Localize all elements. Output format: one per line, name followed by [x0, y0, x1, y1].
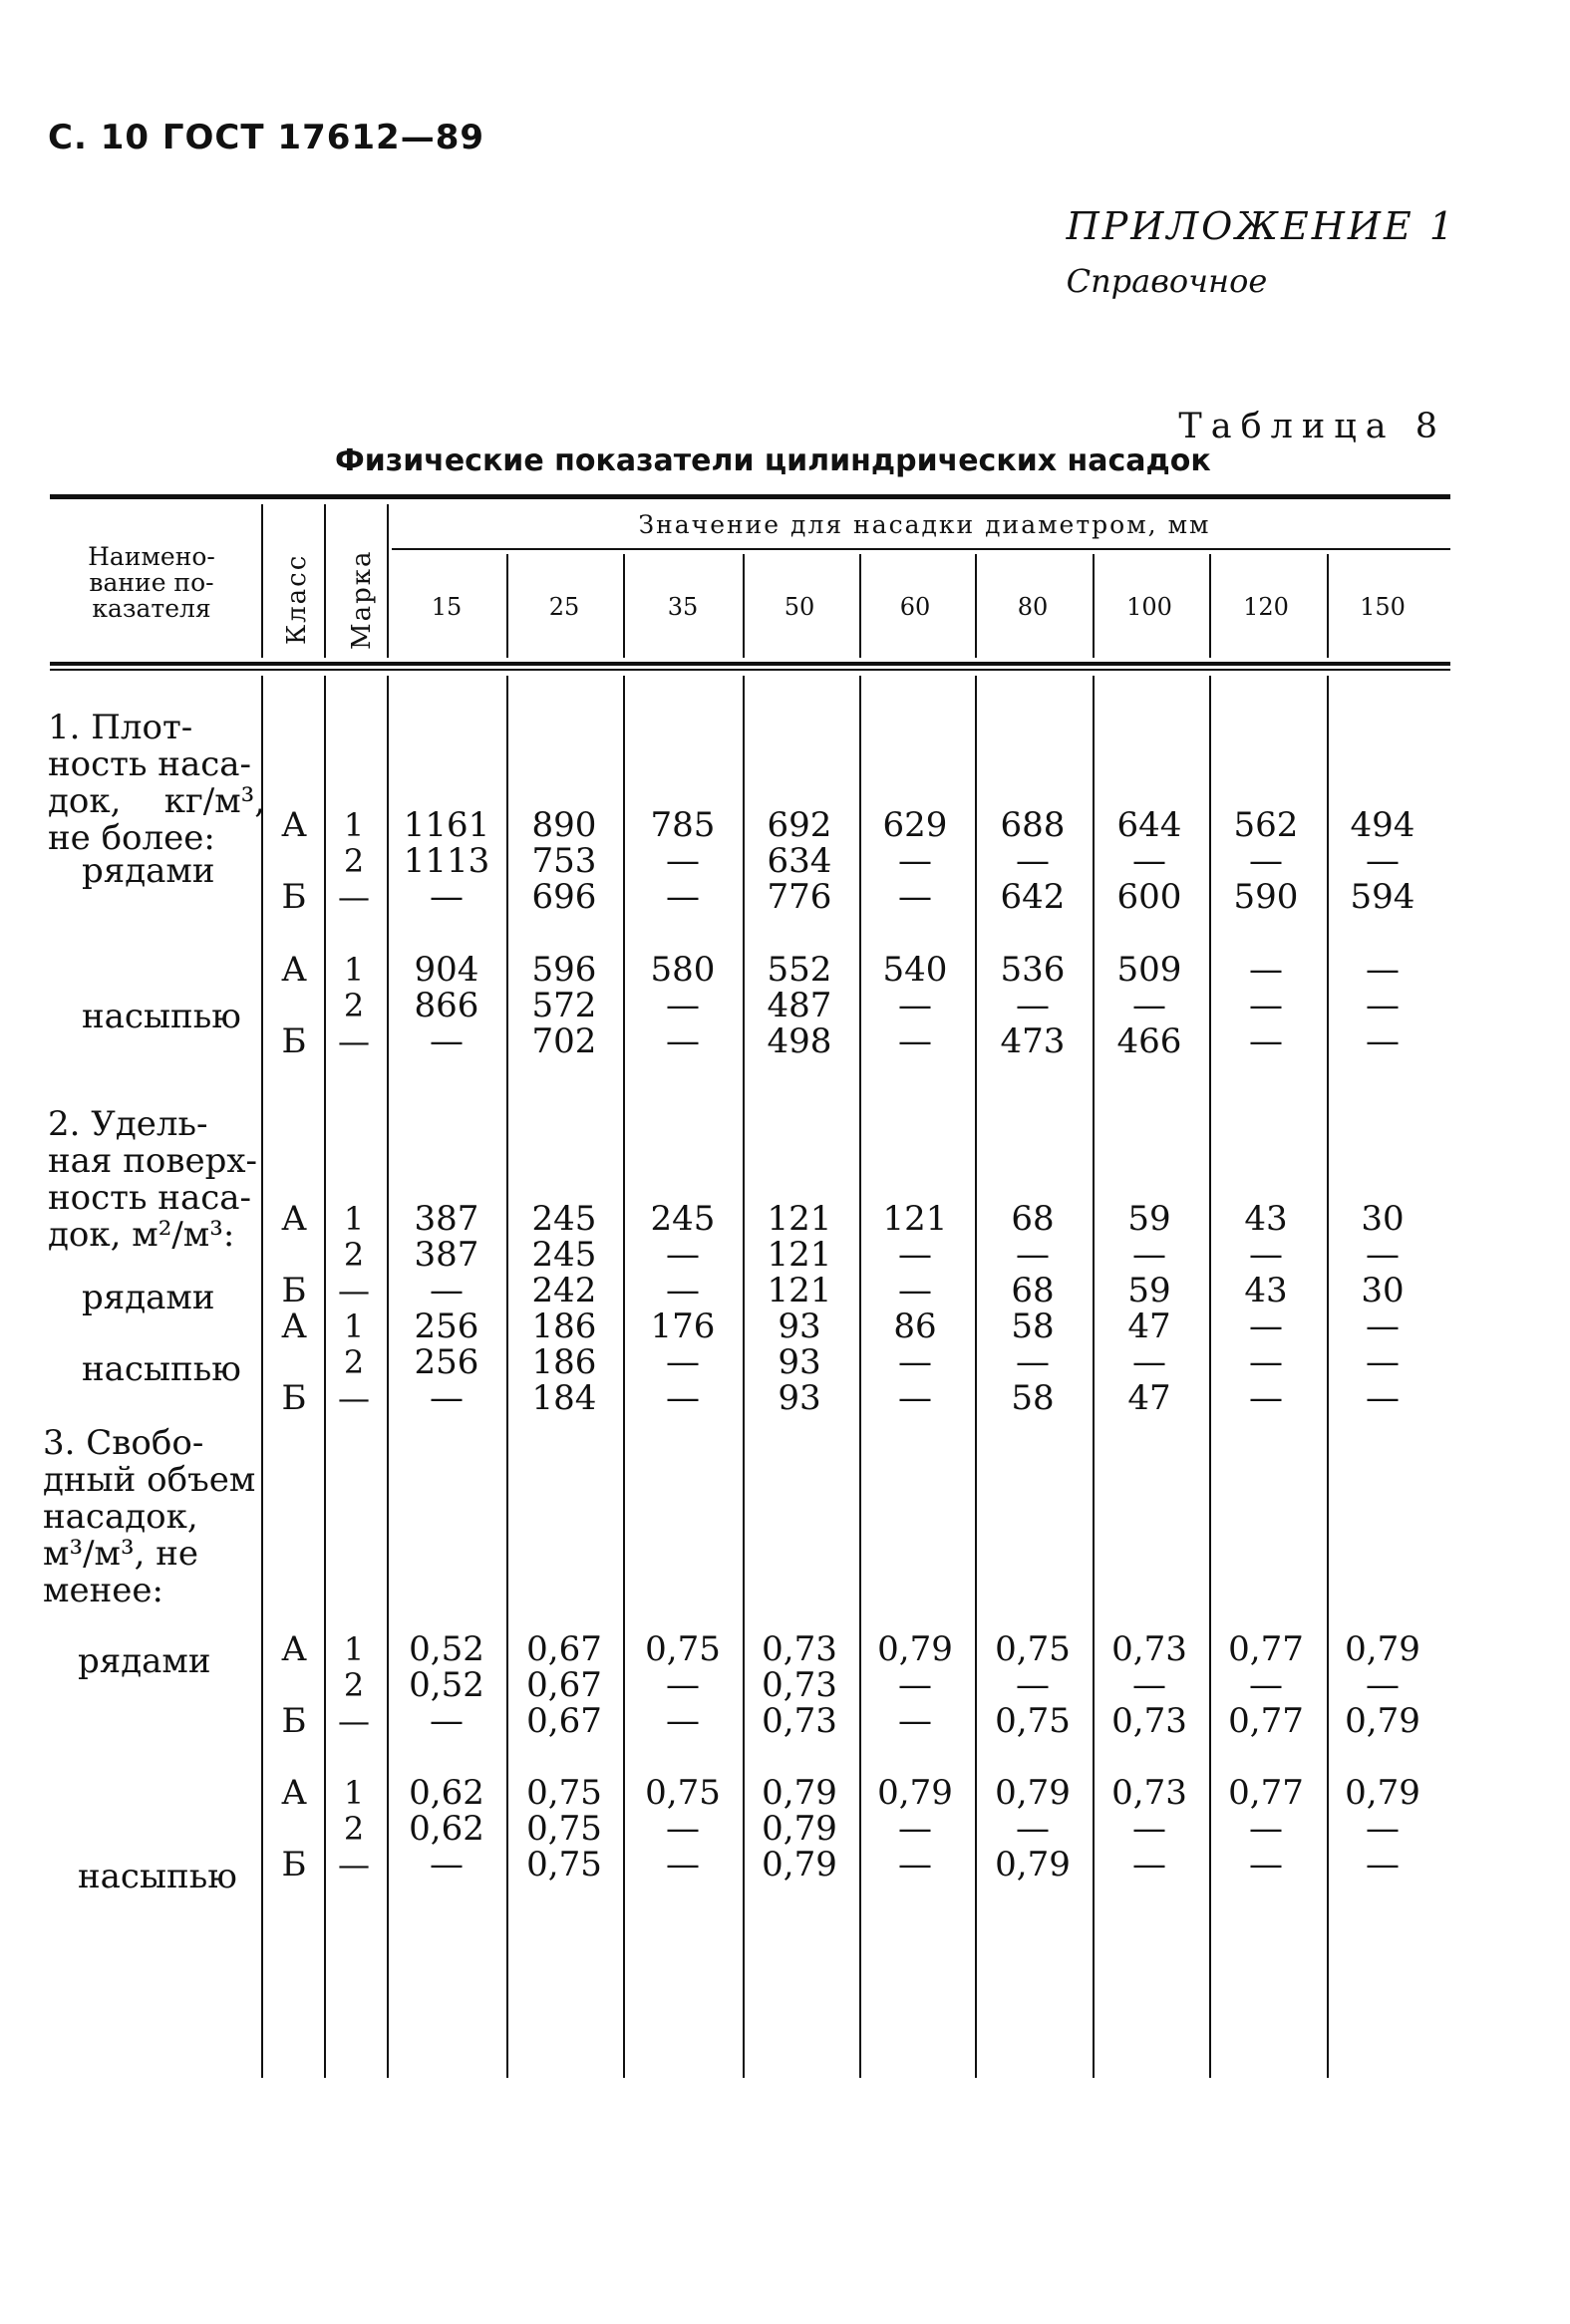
value-cell: 121 [767, 1271, 832, 1310]
value-cell: — [1132, 841, 1166, 881]
value-cell: 30 [1361, 1271, 1405, 1310]
value-cell: 634 [767, 841, 832, 881]
value-cell: 0,77 [1228, 1629, 1304, 1669]
value-cell: 0,73 [1111, 1773, 1187, 1813]
value-cell: 572 [531, 986, 597, 1025]
diameter-header-cell: 50 [784, 593, 815, 621]
value-cell: — [1249, 1378, 1283, 1418]
section-2-label: 2. Удель- ная поверх- ность наса- док, м²/м³: [48, 1104, 258, 1255]
sublabel-density-bulk: насыпью [82, 997, 241, 1036]
value-cell: — [666, 1809, 700, 1849]
value-cell: 86 [893, 1307, 937, 1346]
value-cell: — [1366, 1809, 1400, 1849]
value-cell: 0,79 [995, 1845, 1071, 1885]
value-cell: 256 [414, 1342, 479, 1382]
diameter-header-cell: 100 [1126, 593, 1172, 621]
value-cell: — [1016, 1665, 1050, 1705]
class-column-header: Класс [282, 553, 312, 645]
value-cell: 0,73 [762, 1665, 837, 1705]
section-1-label: 1. Плот- ность наса- док, кг/м³, не более: [48, 708, 266, 858]
mark-cell: 1 [343, 1774, 365, 1812]
value-cell: — [1249, 1021, 1283, 1061]
class-cell: Б [281, 1378, 307, 1418]
value-cell: — [1132, 1235, 1166, 1275]
class-cell: А [281, 805, 307, 845]
value-cell: 0,79 [1345, 1701, 1420, 1741]
value-cell: — [898, 1378, 932, 1418]
value-cell: — [1132, 986, 1166, 1025]
sublabel-volume-bulk: насыпью [78, 1857, 237, 1896]
column-rule [859, 554, 861, 658]
column-rule [623, 554, 625, 658]
value-cell: 0,79 [1345, 1773, 1420, 1813]
value-cell: — [1132, 1845, 1166, 1885]
value-cell: 0,67 [526, 1629, 602, 1669]
name-column-header: Наимено- вание по- казателя [88, 542, 215, 623]
value-cell: — [1016, 1235, 1050, 1275]
value-cell: 0,79 [877, 1773, 953, 1813]
value-cell: 0,79 [762, 1773, 837, 1813]
value-cell: 785 [650, 805, 716, 845]
appendix-title: ПРИЛОЖЕНИЕ 1 [1066, 204, 1456, 248]
value-cell: — [898, 1701, 932, 1741]
values-header: Значение для насадки диаметром, мм [638, 510, 1211, 539]
value-cell: 692 [767, 805, 832, 845]
class-cell: А [281, 1773, 307, 1813]
value-cell: 866 [414, 986, 479, 1025]
value-cell: 0,79 [762, 1809, 837, 1849]
value-cell: — [1366, 1342, 1400, 1382]
mark-cell: — [338, 1379, 370, 1417]
value-cell: — [1016, 1809, 1050, 1849]
value-cell: — [430, 1845, 464, 1885]
value-cell: 245 [531, 1199, 597, 1239]
diameter-header-cell: 35 [667, 593, 699, 621]
column-rule [1093, 554, 1095, 658]
mark-cell: 2 [343, 1236, 365, 1274]
value-cell: 0,79 [1345, 1629, 1420, 1669]
value-cell: — [430, 877, 464, 917]
diameter-header-cell: 15 [431, 593, 463, 621]
value-cell: 904 [414, 950, 479, 990]
value-cell: — [898, 1235, 932, 1275]
mark-cell: — [338, 1702, 370, 1740]
value-cell: 93 [778, 1342, 821, 1382]
value-cell: 0,79 [995, 1773, 1071, 1813]
value-cell: 58 [1011, 1307, 1055, 1346]
value-cell: 0,77 [1228, 1701, 1304, 1741]
value-cell: 0,79 [762, 1845, 837, 1885]
mark-cell: — [338, 1846, 370, 1884]
column-rule [975, 554, 977, 658]
column-rule [1327, 554, 1329, 658]
value-cell: — [666, 986, 700, 1025]
column-rule [506, 554, 508, 658]
value-cell: — [898, 1809, 932, 1849]
value-cell: — [1366, 1307, 1400, 1346]
value-cell: 387 [414, 1235, 479, 1275]
appendix-subtitle: Справочное [1066, 262, 1268, 300]
mark-cell: 2 [343, 1810, 365, 1848]
value-cell: — [666, 841, 700, 881]
value-cell: — [430, 1378, 464, 1418]
mark-cell: 1 [343, 1200, 365, 1238]
value-cell: — [898, 986, 932, 1025]
value-cell: 43 [1244, 1199, 1288, 1239]
value-cell: 536 [1000, 950, 1066, 990]
value-cell: — [1366, 841, 1400, 881]
value-cell: 0,77 [1228, 1773, 1304, 1813]
value-cell: — [666, 1701, 700, 1741]
value-cell: 0,73 [762, 1629, 837, 1669]
value-cell: — [666, 1271, 700, 1310]
value-cell: 43 [1244, 1271, 1288, 1310]
value-cell: — [1249, 1342, 1283, 1382]
header-bottom-rule [50, 662, 1450, 666]
value-cell: — [1366, 1378, 1400, 1418]
value-cell: — [1132, 1665, 1166, 1705]
value-cell: — [1366, 950, 1400, 990]
value-cell: — [1366, 1665, 1400, 1705]
value-cell: — [898, 841, 932, 881]
diameter-header-cell: 25 [548, 593, 580, 621]
value-cell: — [1366, 1021, 1400, 1061]
value-cell: 509 [1116, 950, 1182, 990]
value-cell: — [1132, 1809, 1166, 1849]
value-cell: — [666, 1342, 700, 1382]
value-cell: — [1366, 1235, 1400, 1275]
column-rule [387, 504, 389, 658]
sublabel-density-rows: рядами [82, 851, 215, 891]
appendix-block [1067, 204, 1456, 300]
class-cell: Б [281, 1845, 307, 1885]
value-cell: 245 [650, 1199, 716, 1239]
running-head: С. 10 ГОСТ 17612—89 [48, 118, 485, 157]
header-bottom-rule-2 [50, 669, 1450, 671]
value-cell: 594 [1350, 877, 1415, 917]
value-cell: 0,79 [877, 1629, 953, 1669]
value-cell: — [898, 1342, 932, 1382]
mark-cell: 2 [343, 842, 365, 880]
mark-cell: — [338, 878, 370, 916]
value-cell: — [430, 1021, 464, 1061]
value-cell: 47 [1127, 1307, 1171, 1346]
value-cell: — [1366, 1845, 1400, 1885]
value-cell: 0,67 [526, 1701, 602, 1741]
value-cell: 186 [531, 1342, 597, 1382]
value-cell: 93 [778, 1307, 821, 1346]
value-cell: 47 [1127, 1378, 1171, 1418]
value-cell: 121 [767, 1199, 832, 1239]
section-3-label: 3. Свобо- дный объем насадок, м³/м³, не менее: [43, 1423, 256, 1610]
value-cell: 890 [531, 805, 597, 845]
value-cell: — [898, 877, 932, 917]
value-cell: — [666, 1021, 700, 1061]
value-cell: 387 [414, 1199, 479, 1239]
value-cell: 0,52 [409, 1665, 484, 1705]
value-cell: 776 [767, 877, 832, 917]
value-cell: — [430, 1701, 464, 1741]
mark-cell: 1 [343, 1307, 365, 1345]
value-cell: 0,75 [645, 1773, 721, 1813]
value-cell: 0,73 [762, 1701, 837, 1741]
value-cell: 242 [531, 1271, 597, 1310]
value-cell: — [898, 1845, 932, 1885]
value-cell: — [666, 1378, 700, 1418]
value-cell: 256 [414, 1307, 479, 1346]
value-cell: 0,67 [526, 1665, 602, 1705]
value-cell: 121 [767, 1235, 832, 1275]
value-cell: — [666, 1845, 700, 1885]
value-cell: — [1249, 950, 1283, 990]
value-cell: 184 [531, 1378, 597, 1418]
value-cell: 1113 [403, 841, 490, 881]
value-cell: 562 [1233, 805, 1299, 845]
value-cell: 498 [767, 1021, 832, 1061]
column-rule [1209, 554, 1211, 658]
value-cell: 59 [1127, 1199, 1171, 1239]
value-cell: — [1132, 1342, 1166, 1382]
value-cell: 629 [882, 805, 948, 845]
class-cell: А [281, 1307, 307, 1346]
value-cell: 0,62 [409, 1773, 484, 1813]
value-cell: 0,75 [526, 1773, 602, 1813]
mark-cell: 2 [343, 1343, 365, 1381]
values-header-rule [392, 548, 1450, 550]
class-cell: Б [281, 877, 307, 917]
column-rule [506, 676, 508, 2078]
value-cell: 186 [531, 1307, 597, 1346]
class-cell: Б [281, 1271, 307, 1310]
mark-cell: 1 [343, 1630, 365, 1668]
value-cell: — [1249, 986, 1283, 1025]
value-cell: — [1249, 1809, 1283, 1849]
column-rule [623, 676, 625, 2078]
value-cell: 487 [767, 986, 832, 1025]
value-cell: — [666, 1665, 700, 1705]
class-cell: Б [281, 1021, 307, 1061]
value-cell: — [1249, 1307, 1283, 1346]
sublabel-volume-rows: рядами [78, 1641, 211, 1681]
sublabel-surface-bulk: насыпью [82, 1349, 241, 1389]
value-cell: — [898, 1271, 932, 1310]
value-cell: — [430, 1271, 464, 1310]
value-cell: — [1016, 841, 1050, 881]
value-cell: — [666, 1235, 700, 1275]
value-cell: 473 [1000, 1021, 1066, 1061]
value-cell: 0,75 [526, 1845, 602, 1885]
value-cell: 753 [531, 841, 597, 881]
value-cell: — [898, 1021, 932, 1061]
class-cell: Б [281, 1701, 307, 1741]
table-top-rule [50, 494, 1450, 499]
value-cell: 688 [1000, 805, 1066, 845]
column-rule [261, 676, 263, 2078]
value-cell: 121 [882, 1199, 948, 1239]
value-cell: 702 [531, 1021, 597, 1061]
column-rule [261, 504, 263, 658]
value-cell: 590 [1233, 877, 1299, 917]
value-cell: 0,62 [409, 1809, 484, 1849]
value-cell: 0,73 [1111, 1629, 1187, 1669]
value-cell: — [1249, 841, 1283, 881]
value-cell: 540 [882, 950, 948, 990]
column-rule [387, 676, 389, 2078]
table-number: Таблица 8 [1178, 407, 1446, 446]
sublabel-surface-rows: рядами [82, 1278, 215, 1317]
column-rule [324, 676, 326, 2078]
value-cell: 59 [1127, 1271, 1171, 1310]
value-cell: — [1016, 986, 1050, 1025]
column-rule [975, 676, 977, 2078]
value-cell: 466 [1116, 1021, 1182, 1061]
value-cell: — [666, 877, 700, 917]
value-cell: 0,75 [526, 1809, 602, 1849]
mark-column-header: Марка [347, 549, 377, 650]
class-cell: А [281, 950, 307, 990]
column-rule [743, 554, 745, 658]
mark-cell: — [338, 1022, 370, 1060]
mark-cell: — [338, 1272, 370, 1309]
diameter-header-cell: 150 [1360, 593, 1406, 621]
value-cell: 0,73 [1111, 1701, 1187, 1741]
mark-cell: 2 [343, 987, 365, 1024]
value-cell: — [898, 1665, 932, 1705]
value-cell: 644 [1116, 805, 1182, 845]
value-cell: — [1016, 1342, 1050, 1382]
value-cell: — [1249, 1235, 1283, 1275]
value-cell: 30 [1361, 1199, 1405, 1239]
class-cell: А [281, 1629, 307, 1669]
mark-cell: 1 [343, 951, 365, 989]
value-cell: 68 [1011, 1271, 1055, 1310]
mark-cell: 1 [343, 806, 365, 844]
value-cell: 0,75 [645, 1629, 721, 1669]
value-cell: 58 [1011, 1378, 1055, 1418]
value-cell: 93 [778, 1378, 821, 1418]
mark-cell: 2 [343, 1666, 365, 1704]
value-cell: 696 [531, 877, 597, 917]
value-cell: 176 [650, 1307, 716, 1346]
value-cell: 596 [531, 950, 597, 990]
value-cell: 494 [1350, 805, 1415, 845]
value-cell: 600 [1116, 877, 1182, 917]
class-cell: А [281, 1199, 307, 1239]
value-cell: — [1366, 986, 1400, 1025]
value-cell: 580 [650, 950, 716, 990]
value-cell: 0,75 [995, 1701, 1071, 1741]
diameter-header-cell: 80 [1017, 593, 1049, 621]
value-cell: 0,52 [409, 1629, 484, 1669]
value-cell: 0,75 [995, 1629, 1071, 1669]
diameter-header-cell: 60 [899, 593, 931, 621]
value-cell: 552 [767, 950, 832, 990]
diameter-header-cell: 120 [1243, 593, 1289, 621]
column-rule [324, 504, 326, 658]
value-cell: 642 [1000, 877, 1066, 917]
value-cell: 68 [1011, 1199, 1055, 1239]
table-title: Физические показатели цилиндрических насадок [335, 443, 1211, 478]
value-cell: 245 [531, 1235, 597, 1275]
value-cell: — [1249, 1845, 1283, 1885]
value-cell: 1161 [403, 805, 490, 845]
value-cell: — [1249, 1665, 1283, 1705]
